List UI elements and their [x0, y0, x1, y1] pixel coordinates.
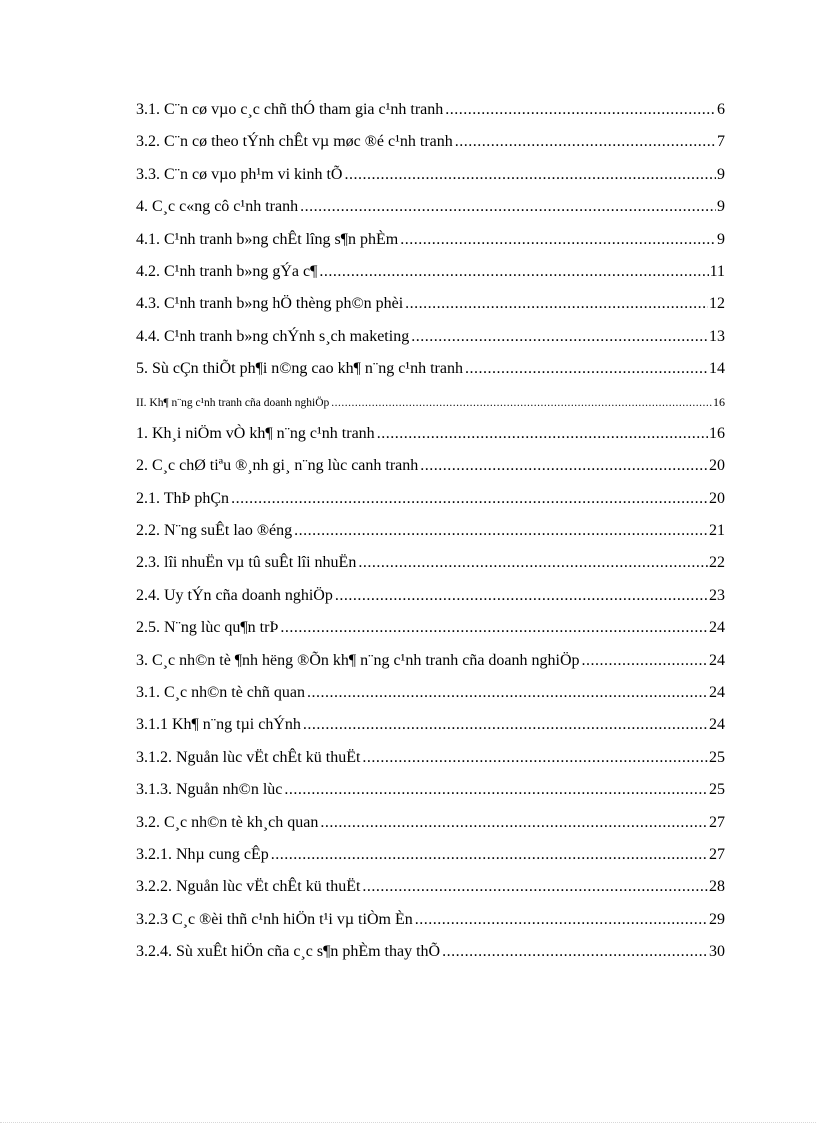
toc-entry — [136, 159, 725, 191]
toc-entry-page: 6 — [717, 101, 725, 118]
toc-entry — [136, 418, 725, 450]
toc-entry-title: II. Kh¶ n¨ng c¹nh tranh cña doanh nghiÖp — [136, 396, 330, 409]
toc-leader-dots — [307, 677, 708, 709]
toc-entry-page: 9 — [717, 198, 725, 216]
toc-leader-dots — [420, 450, 708, 482]
toc-entry — [136, 256, 725, 288]
toc-leader-dots — [284, 774, 708, 806]
toc-entry-title: 2.1. ThÞ phÇn — [136, 489, 230, 507]
toc-entry-page: 9 — [717, 165, 725, 183]
toc-section-entry — [136, 386, 725, 418]
toc-entry — [136, 288, 725, 320]
toc-entry-title: 3.1. C¨n cø vµo c¸c chñ thÓ tham gia c¹nh tranh — [136, 101, 444, 118]
toc-entry-page: 22 — [709, 554, 725, 572]
toc-leader-dots — [465, 353, 708, 385]
toc-entry — [136, 450, 725, 482]
toc-entry-title: 4. C¸c c«ng cô c¹nh tranh — [136, 198, 299, 216]
toc-entry — [136, 645, 725, 677]
toc-entry-title: 1. Kh¸i niÖm vÒ kh¶ n¨ng c¹nh tranh — [136, 424, 375, 442]
toc-entry-title: 3.2.2. Nguån lùc vËt chÊt kü thuËt — [136, 878, 361, 896]
toc-leader-dots — [271, 839, 708, 871]
toc-entry-page: 24 — [709, 619, 725, 637]
toc-leader-dots — [358, 547, 708, 579]
toc-leader-dots — [442, 936, 708, 968]
toc-entry-page: 16 — [709, 424, 725, 442]
toc-leader-dots — [331, 387, 712, 419]
toc-leader-dots — [300, 191, 716, 223]
toc-leader-dots — [280, 612, 708, 644]
toc-leader-dots — [445, 94, 716, 126]
toc-leader-dots — [362, 871, 708, 903]
toc-leader-dots — [582, 645, 708, 677]
toc-entry-page: 11 — [709, 262, 725, 280]
toc-entry-page: 24 — [709, 684, 725, 702]
toc-leader-dots — [415, 904, 708, 936]
toc-entry — [136, 871, 725, 903]
toc-entry-page: 25 — [709, 781, 725, 799]
toc-entry-title: 3.1.2. Nguån lùc vËt chÊt kü thuËt — [136, 748, 361, 766]
toc-entry-title: 3.1.1 Kh¶ n¨ng tµi chÝnh — [136, 716, 301, 734]
toc-leader-dots — [294, 515, 708, 547]
toc-entry-page: 29 — [709, 910, 725, 928]
toc-entry-page: 28 — [709, 878, 725, 896]
toc-entry-title: 2.4. Uy tÝn cña doanh nghiÖp — [136, 586, 333, 604]
toc-entry — [136, 515, 725, 547]
toc-entry-page: 9 — [717, 230, 725, 248]
toc-entry-title: 2. C¸c chØ tiªu ®¸nh gi¸ n¨ng lùc canh tranh — [136, 457, 419, 475]
toc-leader-dots — [320, 807, 708, 839]
toc-entry — [136, 807, 725, 839]
toc-entry-title: 4.3. C¹nh tranh b»ng hÖ thèng ph©n phèi — [136, 295, 404, 313]
toc-entry-title: 2.5. N¨ng lùc qu¶n trÞ — [136, 619, 279, 637]
toc-entry-title: 3.2.4. Sù xuÊt hiÖn cña c¸c s¶n phÈm thay thÕ — [136, 943, 441, 961]
toc-entry-title: 3.1.3. Nguån nh©n lùc — [136, 781, 283, 799]
toc-entry — [136, 126, 725, 158]
toc-entry — [136, 612, 725, 644]
toc-entry-title: 3.3. C¨n cø vµo ph¹m vi kinh tÕ — [136, 165, 343, 183]
toc-entry-title: 5. Sù cÇn thiÕt ph¶i n©ng cao kh¶ n¨ng c¹nh tranh — [136, 360, 463, 378]
toc-entry-title: 3.1. C¸c nh©n tè chñ quan — [136, 684, 306, 702]
toc-entry-title: 3. C¸c nh©n tè ¶nh hëng ®Õn kh¶ n¨ng c¹nh tranh cña doanh nghiÖp — [136, 651, 580, 669]
toc-entry — [136, 547, 725, 579]
toc-leader-dots — [362, 742, 708, 774]
toc-entry — [136, 353, 725, 385]
toc-entry — [136, 321, 725, 353]
toc-entry-title: 4.4. C¹nh tranh b»ng chÝnh s¸ch maketing — [136, 327, 410, 345]
toc-entry-page: 13 — [709, 327, 725, 345]
toc-entry — [136, 774, 725, 806]
toc-entry-page: 21 — [709, 522, 725, 540]
toc-entry-page: 24 — [709, 651, 725, 669]
toc-entry-page: 23 — [709, 586, 725, 604]
toc-leader-dots — [303, 709, 708, 741]
toc-entry-page: 24 — [709, 716, 725, 734]
toc-entry-title: 2.3. lîi nhuËn vµ tû suÊt lîi nhuËn — [136, 554, 357, 572]
toc-entry — [136, 580, 725, 612]
toc-entry-page: 27 — [709, 813, 725, 831]
toc-entry-title: 4.1. C¹nh tranh b»ng chÊt lîng s¶n phÈm — [136, 230, 399, 248]
toc-entry-page: 20 — [709, 457, 725, 475]
toc-entry-page: 12 — [709, 295, 725, 313]
toc-entry — [136, 94, 725, 126]
toc-entry-page: 14 — [709, 360, 725, 378]
table-of-contents — [136, 94, 725, 969]
toc-entry — [136, 904, 725, 936]
toc-leader-dots — [335, 580, 708, 612]
toc-entry — [136, 936, 725, 968]
toc-leader-dots — [405, 288, 708, 320]
toc-leader-dots — [344, 159, 716, 191]
toc-entry — [136, 191, 725, 223]
toc-leader-dots — [400, 224, 716, 256]
toc-leader-dots — [231, 483, 708, 515]
toc-entry-title: 3.2. C¸c nh©n tè kh¸ch quan — [136, 813, 319, 831]
toc-entry-title: 4.2. C¹nh tranh b»ng gÝa c¶ — [136, 262, 318, 280]
toc-entry-page: 7 — [717, 133, 725, 151]
toc-entry-page: 16 — [713, 394, 725, 409]
toc-entry-title: 3.2. C¨n cø theo tÝnh chÊt vµ møc ®é c¹nh tranh — [136, 133, 453, 151]
toc-entry — [136, 742, 725, 774]
toc-entry-page: 27 — [709, 845, 725, 863]
toc-entry — [136, 483, 725, 515]
toc-entry-title: 3.2.1. Nhµ cung cÊp — [136, 845, 269, 863]
toc-entry — [136, 677, 725, 709]
toc-entry-title: 3.2.3 C¸c ®èi thñ c¹nh hiÖn t¹i vµ tiÒm Èn — [136, 910, 413, 928]
toc-entry-page: 25 — [709, 748, 725, 766]
toc-entry — [136, 839, 725, 871]
toc-leader-dots — [377, 418, 708, 450]
toc-entry-title: 2.2. N¨ng suÊt lao ®éng — [136, 522, 293, 540]
toc-leader-dots — [319, 256, 708, 288]
toc-entry — [136, 224, 725, 256]
toc-leader-dots — [455, 126, 716, 158]
toc-entry-page: 30 — [709, 943, 725, 961]
toc-entry-page: 20 — [709, 489, 725, 507]
toc-entry — [136, 709, 725, 741]
toc-leader-dots — [411, 321, 708, 353]
